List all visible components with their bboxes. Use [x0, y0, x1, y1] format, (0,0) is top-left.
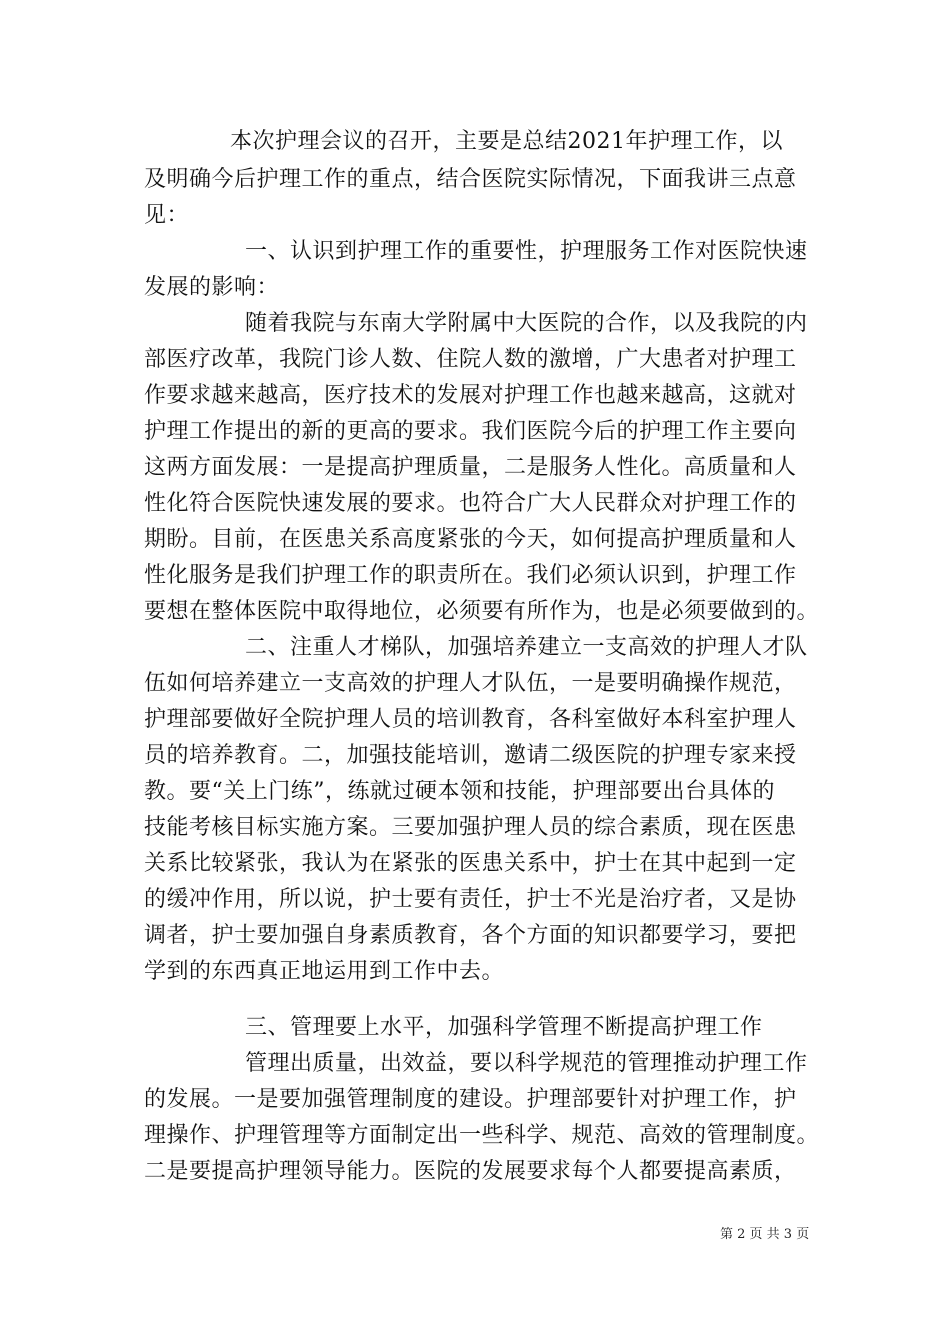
text-line: 的缓冲作用，所以说，护士要有责任，护士不光是治疗者，又是协	[144, 887, 797, 912]
text-line: 理操作、护理管理等方面制定出一些科学、规范、高效的管理制度。	[144, 1123, 820, 1148]
text-line: 教。要“关上门练”，练就过硬本领和技能，护理部要出台具体的	[144, 779, 775, 804]
text-line: 要想在整体医院中取得地位，必须要有所作为，也是必须要做到的。	[144, 599, 820, 624]
section-heading-2: 二、注重人才梯队，加强培养建立一支高效的护理人才队	[245, 635, 808, 660]
text-line: 随着我院与东南大学附属中大医院的合作，以及我院的内	[245, 311, 808, 336]
text-line: 学到的东西真正地运用到工作中去。	[144, 959, 505, 984]
text-line: 性化服务是我们护理工作的职责所在。我们必须认识到，护理工作	[144, 563, 797, 588]
text-line: 期盼。目前，在医患关系高度紧张的今天，如何提高护理质量和人	[144, 527, 797, 552]
text-line: 员的培养教育。二，加强技能培训，邀请二级医院的护理专家来授	[144, 743, 797, 768]
text-line: 见：	[144, 203, 190, 228]
text-line: 管理出质量，出效益，要以科学规范的管理推动护理工作	[245, 1051, 808, 1076]
text-line: 发展的影响：	[144, 275, 280, 300]
text-line: 护理部要做好全院护理人员的培训教育，各科室做好本科室护理人	[144, 707, 797, 732]
text-line: 性化符合医院快速发展的要求。也符合广大人民群众对护理工作的	[144, 491, 797, 516]
text-line: 关系比较紧张，我认为在紧张的医患关系中，护士在其中起到一定	[144, 851, 797, 876]
text-line: 二是要提高护理领导能力。医院的发展要求每个人都要提高素质，	[144, 1159, 797, 1184]
section-heading-3: 三、管理要上水平，加强科学管理不断提高护理工作	[245, 1015, 763, 1040]
text-line: 及明确今后护理工作的重点，结合医院实际情况，下面我讲三点意	[144, 167, 797, 192]
text-line: 调者，护士要加强自身素质教育，各个方面的知识都要学习，要把	[144, 923, 797, 948]
text-line: 护理工作提出的新的更高的要求。我们医院今后的护理工作主要向	[144, 419, 797, 444]
text-line: 技能考核目标实施方案。三要加强护理人员的综合素质，现在医患	[144, 815, 797, 840]
page-number: 第 2 页 共 3 页	[720, 1227, 810, 1242]
text-line: 本次护理会议的召开，主要是总结2021年护理工作，以	[230, 129, 783, 154]
text-line: 部医疗改革，我院门诊人数、住院人数的激增，广大患者对护理工	[144, 347, 797, 372]
text-line: 伍如何培养建立一支高效的护理人才队伍，一是要明确操作规范，	[144, 671, 797, 696]
text-line: 作要求越来越高，医疗技术的发展对护理工作也越来越高，这就对	[144, 383, 797, 408]
section-heading-1: 一、认识到护理工作的重要性，护理服务工作对医院快速	[245, 239, 808, 264]
text-line: 这两方面发展：一是提高护理质量，二是服务人性化。高质量和人	[144, 455, 797, 480]
text-line: 的发展。一是要加强管理制度的建设。护理部要针对护理工作，护	[144, 1087, 797, 1112]
